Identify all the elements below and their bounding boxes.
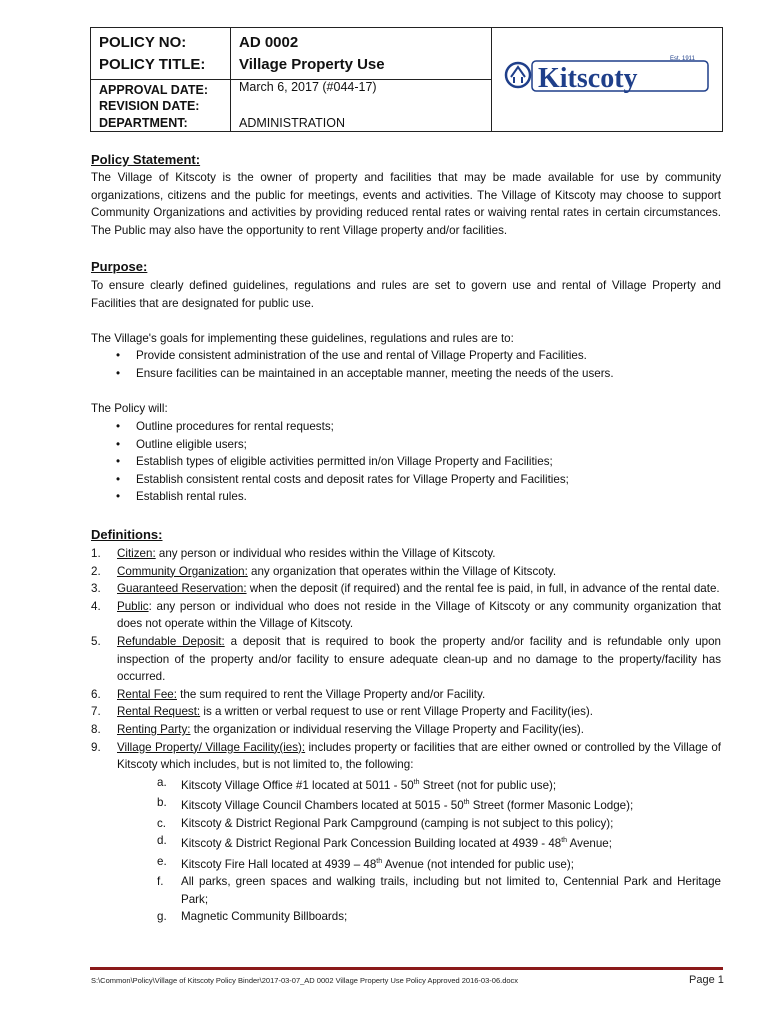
definition-term: Guaranteed Reservation:	[117, 582, 247, 596]
ordinal-suffix: th	[376, 857, 383, 865]
facility-letter: c.	[157, 816, 167, 830]
facility-text-end: Street (former Masonic Lodge);	[469, 799, 634, 813]
definition-number: 4.	[91, 599, 101, 613]
definition-term: Community Organization:	[117, 564, 248, 578]
department-value: ADMINISTRATION	[239, 116, 346, 130]
definition-item	[91, 598, 721, 633]
ordinal-suffix: th	[413, 778, 420, 786]
definition-text: is a written or verbal request to use or rent Village Property and Facility(ies).	[200, 705, 593, 719]
approval-date-value: March 6, 2017 (#044-17)	[239, 80, 377, 94]
facility-letter: d.	[157, 834, 167, 848]
logo-house-icon	[511, 67, 525, 83]
definition-text: : any person or individual who does not reside in the Village of Kitscoty or any community organization that does not operate within the Village of Kitscoty.	[117, 599, 721, 631]
policy-will-intro: The Policy will:	[91, 402, 168, 415]
policy-header-table	[90, 27, 723, 132]
definition-text: includes property or facilities that are either owned or controlled by the Village of Kitscoty which includes, but is not limited to, the following:	[117, 740, 722, 772]
definition-item	[91, 703, 721, 721]
facility-text-end: Avenue;	[567, 837, 612, 851]
kitscoty-logo	[502, 53, 712, 98]
definition-item	[91, 721, 721, 739]
definition-number: 6.	[91, 687, 101, 701]
header-divider	[91, 79, 492, 80]
definition-text: the sum required to rent the Village Property and/or Facility.	[176, 687, 486, 701]
list-item: • Ensure facilities can be maintained in an acceptable manner, meeting the needs of the users.	[91, 365, 721, 383]
definition-item	[91, 633, 721, 686]
facility-item	[117, 774, 721, 794]
logo-cell	[492, 28, 722, 131]
list-item: • Establish consistent rental costs and deposit rates for Village Property and Facilities;	[91, 471, 721, 489]
list-item: • Outline procedures for rental requests;	[91, 418, 721, 436]
facility-text: Kitscoty Fire Hall located at 4939 – 48	[181, 857, 377, 871]
facility-letter: f.	[157, 875, 164, 889]
page-number: Page 1	[689, 974, 724, 986]
facility-letter: g.	[157, 910, 167, 924]
definition-term: Refundable Deposit:	[117, 634, 225, 648]
facility-text: Kitscoty Village Council Chambers located at 5015 - 50	[181, 799, 464, 813]
logo-wordmark: Kitscoty	[538, 63, 638, 94]
list-item: • Outline eligible users;	[91, 436, 721, 454]
definitions-heading: Definitions:	[91, 527, 163, 542]
policy-will-list	[91, 418, 721, 506]
facility-letter: b.	[157, 796, 167, 810]
goals-intro: The Village's goals for implementing these guidelines, regulations and rules are to:	[91, 332, 514, 345]
facility-item	[117, 873, 721, 908]
definition-item	[91, 739, 721, 926]
policy-no-value: AD 0002	[239, 34, 299, 51]
facility-letter: e.	[157, 854, 167, 868]
purpose-text: To ensure clearly defined guidelines, regulations and rules are set to govern use and rental of Village Property and Facilities that are designated for public use.	[91, 279, 721, 310]
facility-text: All parks, green spaces and walking trails, including but not limited to, Centennial Park and Heritage Park;	[181, 875, 721, 906]
definition-term: Rental Fee:	[117, 687, 177, 701]
facility-sublist	[117, 774, 721, 926]
definition-number: 9.	[91, 740, 101, 754]
definition-term: Public	[117, 599, 149, 613]
policy-statement-heading: Policy Statement:	[91, 152, 201, 167]
facility-text: Magnetic Community Billboards;	[181, 910, 348, 924]
facility-text: Kitscoty & District Regional Park Concession Building located at 4939 - 48	[181, 837, 562, 851]
facility-text-end: Street (not for public use);	[419, 778, 557, 792]
facility-item	[117, 794, 721, 814]
definition-number: 2.	[91, 564, 101, 578]
facility-letter: a.	[157, 775, 167, 789]
policy-statement-text: The Village of Kitscoty is the owner of property and facilities that may be made available for use by community organizations, citizens and the public for meetings, events and activities. The Village of Kitscoty may choose to support Community Organizations and activities by providing reduced rental rates or waiving rental rates in certain circumstances. The Public may also have the opportunity to rent Village property and/or facilities.	[91, 171, 721, 237]
definition-term: Renting Party:	[117, 722, 191, 736]
definition-item	[91, 563, 721, 581]
facility-text: Kitscoty Village Office #1 located at 5011 - 50	[181, 778, 414, 792]
facility-text: Kitscoty & District Regional Park Campground (camping is not subject to this policy);	[181, 816, 614, 830]
footer-file-path: S:\Common\Policy\Village of Kitscoty Policy Binder\2017-03-07_AD 0002 Village Property Use Policy Approved 2016-03-06.docx	[91, 976, 519, 985]
definitions-list	[91, 545, 721, 926]
definition-term: Rental Request:	[117, 705, 201, 719]
definition-term: Citizen:	[117, 547, 156, 560]
policy-title-value: Village Property Use	[239, 56, 385, 73]
definition-text: a deposit that is required to book the property and/or facility and is refundable only upon inspection of the property and/or facility to ensure adequate clean-up and no damage to the property/facility has occurred.	[117, 634, 721, 684]
definition-text: when the deposit (if required) and the rental fee is paid, in full, in advance of the rental date.	[246, 582, 720, 596]
definition-number: 8.	[91, 722, 101, 736]
definition-number: 5.	[91, 634, 101, 648]
facility-text-end: Avenue (not intended for public use);	[382, 857, 574, 871]
footer-rule	[90, 967, 723, 970]
facility-item	[117, 853, 721, 873]
policy-no-label: POLICY NO:	[99, 34, 187, 51]
definition-number: 3.	[91, 582, 101, 596]
list-item: • Establish rental rules.	[91, 488, 721, 506]
revision-date-label: REVISION DATE:	[99, 99, 200, 113]
definition-text: any person or individual who resides within the Village of Kitscoty.	[155, 547, 496, 560]
policy-title-label: POLICY TITLE:	[99, 56, 206, 73]
definition-number: 1.	[91, 547, 101, 560]
ordinal-suffix: th	[463, 799, 470, 807]
list-item: • Establish types of eligible activities permitted in/on Village Property and Facilities;	[91, 453, 721, 471]
list-item: • Provide consistent administration of the use and rental of Village Property and Facilities.	[91, 347, 721, 365]
definition-text: any organization that operates within the Village of Kitscoty.	[247, 564, 557, 578]
logo-established: Est. 1911	[670, 56, 695, 62]
goals-list	[91, 347, 721, 382]
facility-item	[117, 832, 721, 852]
definition-item	[91, 545, 721, 563]
department-label: DEPARTMENT:	[99, 116, 188, 130]
definition-item	[91, 686, 721, 704]
definition-number: 7.	[91, 705, 101, 719]
ordinal-suffix: th	[561, 837, 568, 845]
purpose-heading: Purpose:	[91, 259, 148, 274]
approval-date-label: APPROVAL DATE:	[99, 83, 209, 97]
definition-term: Village Property/ Village Facility(ies):	[117, 740, 306, 754]
definition-text: the organization or individual reserving the Village Property and Facility(ies).	[190, 722, 584, 736]
facility-item	[117, 908, 721, 926]
definition-item	[91, 580, 721, 598]
facility-item	[117, 815, 721, 833]
